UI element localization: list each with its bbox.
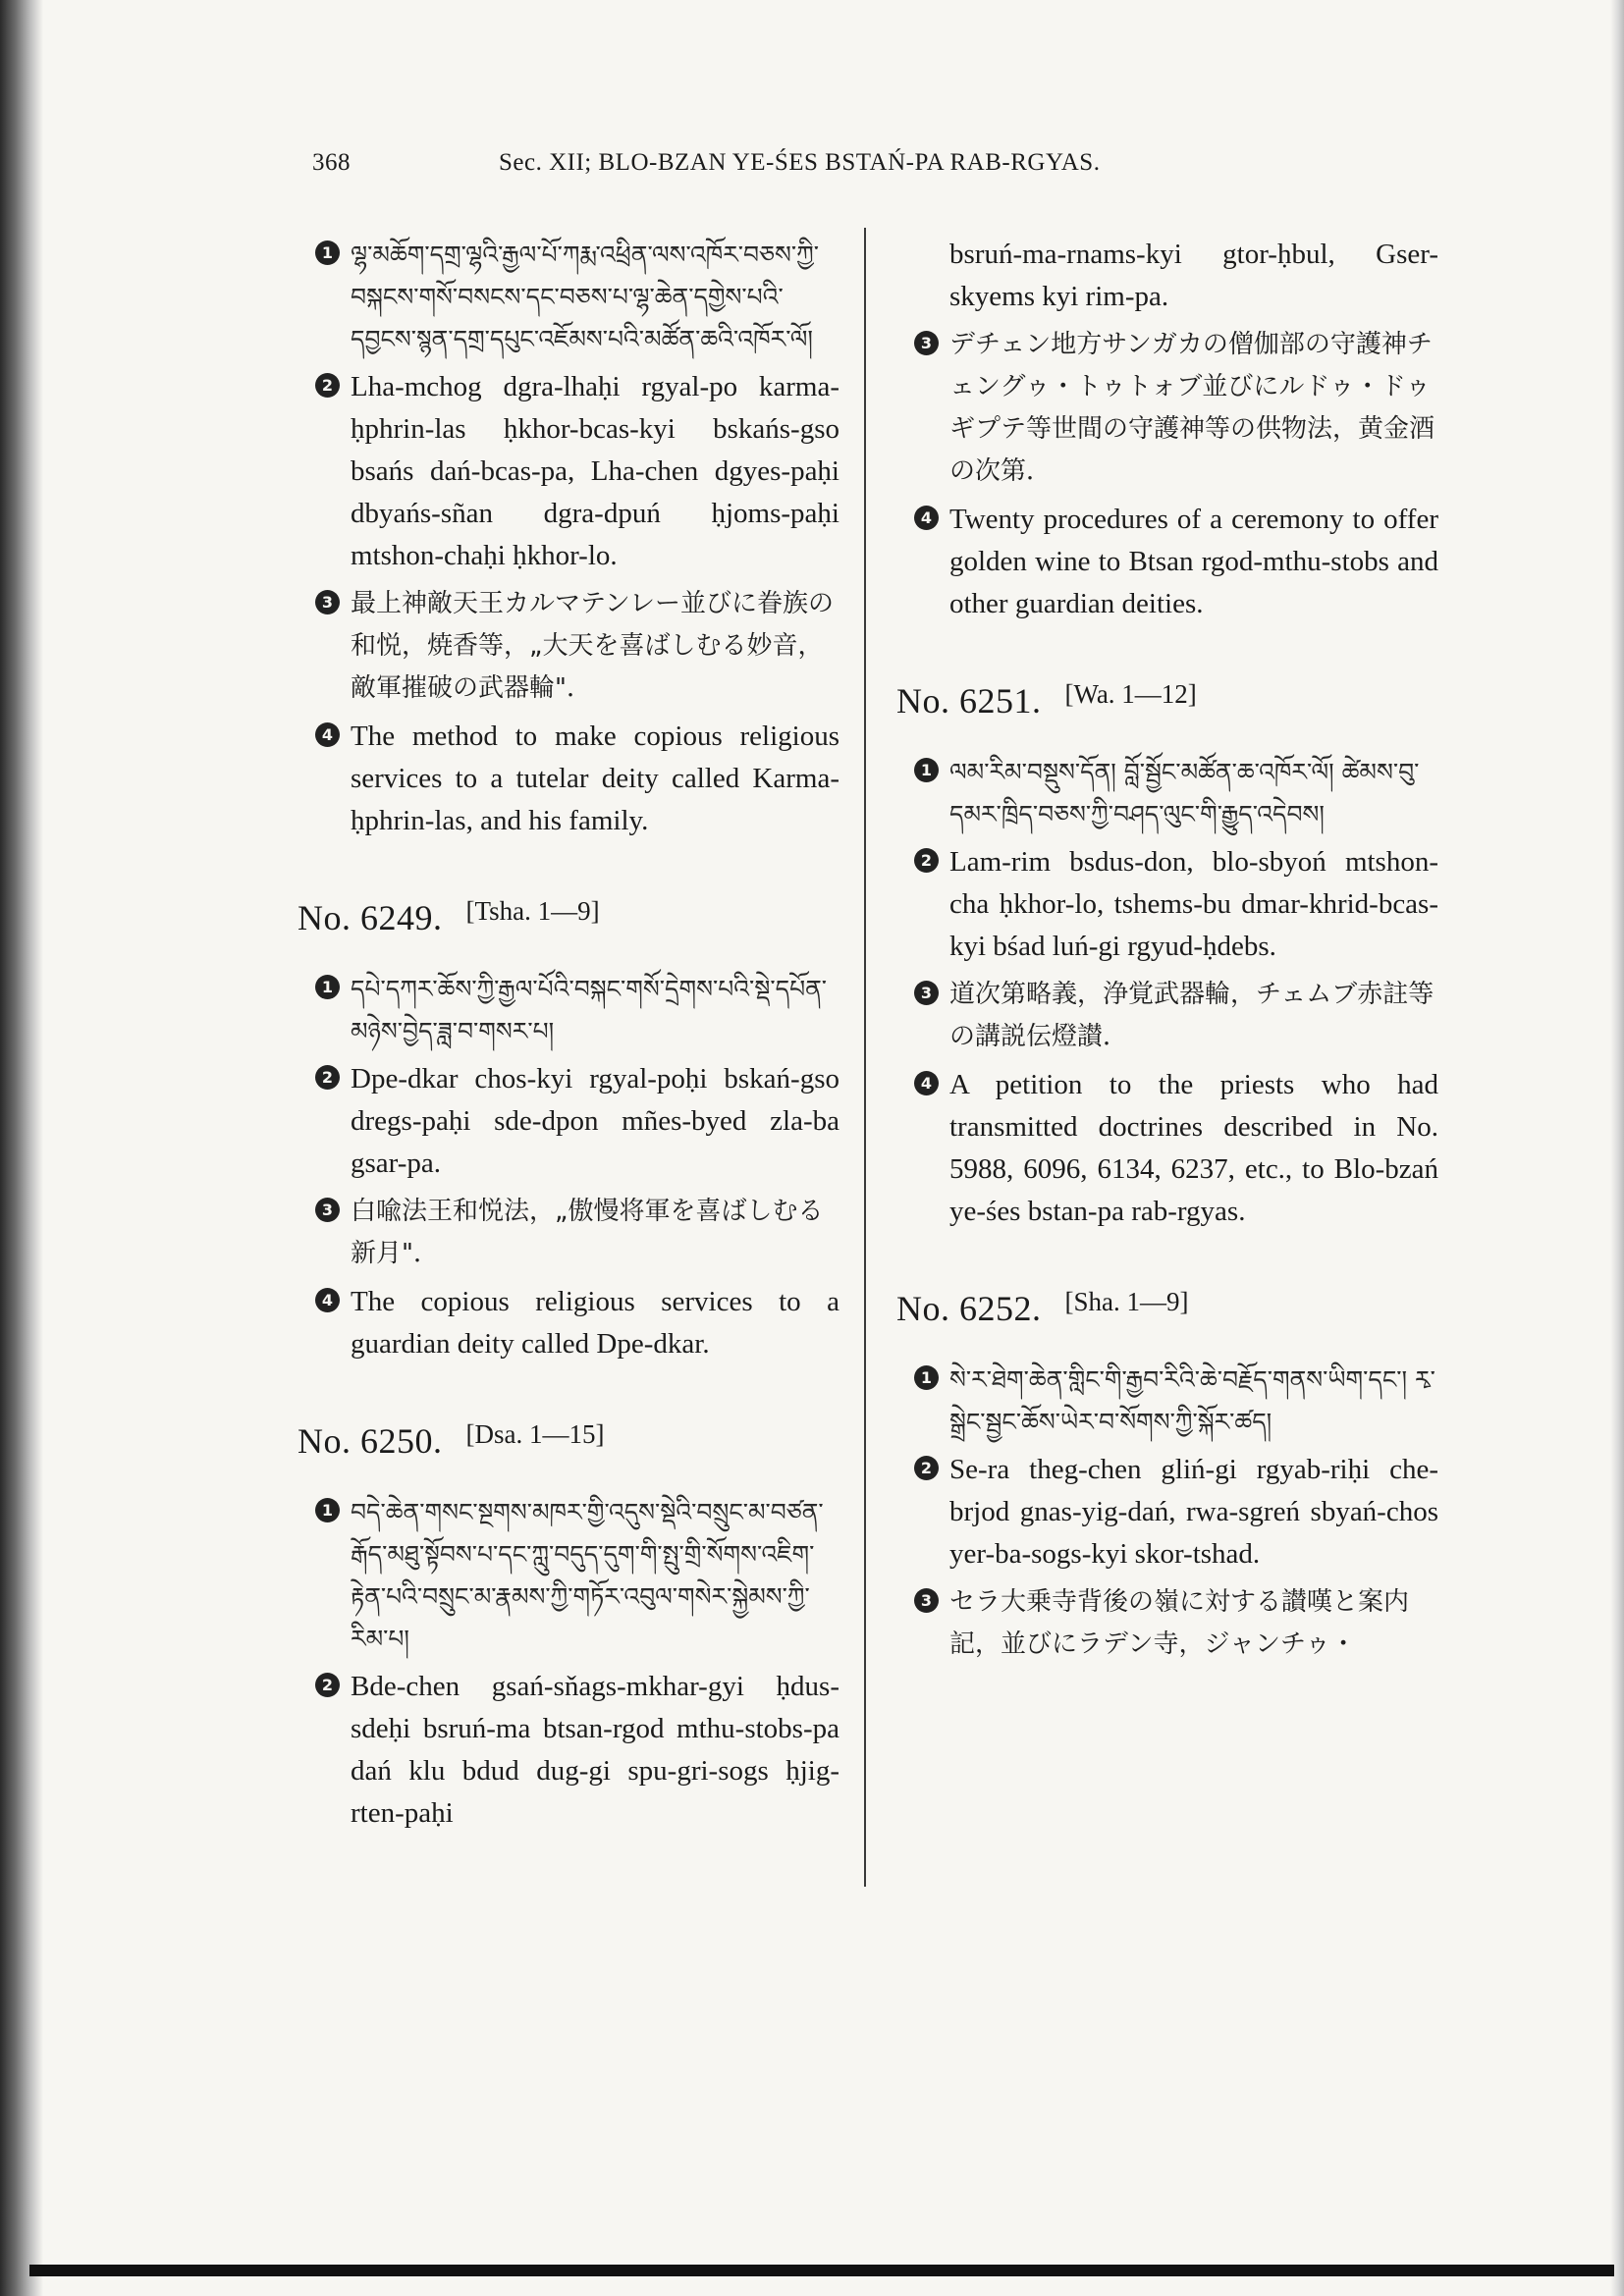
marker-3: 3	[914, 981, 939, 1005]
marker-4: 4	[315, 1288, 340, 1312]
folio-reference: [Dsa. 1—15]	[465, 1419, 605, 1449]
romanized-title: Lha-mchog dgra-lhaḥi rgyal-po karma-ḥphrin-las ḥkhor-bcas-kyi bskańs-gso bsańs dań-bcas-pa, Lha-chen dgyes-paḥi dbyańs-sñan dgra-dpuń ḥjoms-paḥi mtshon-chaḥi ḥkhor-lo.	[351, 371, 839, 571]
entry-6250-romanized-part1	[290, 1666, 839, 1835]
right-column	[889, 234, 1438, 1672]
marker-2: 2	[315, 373, 340, 398]
marker-3: 3	[914, 1588, 939, 1613]
left-column	[290, 234, 839, 1841]
tibetan-title: བདེ་ཆེན་གསང་སྔགས་མཁར་གྱི་འདུས་སྡེའི་བསྲུང་མ་བཙན་རྒོད་མཐུ་སྟོབས་པ་དང་ཀླུ་བདུད་དུག་གི་སྤུ་གྲི་སོགས་འཇིག་རྟེན་པའི་བསྲུང་མ་རྣམས་ཀྱི་གཏོར་འབུལ་གསེར་སྐྱེམས་ཀྱི་རིམ་པ།	[351, 1498, 824, 1653]
entry-number: No. 6251.	[896, 681, 1042, 721]
japanese-title: 最上神敵天王カルマテンレー並びに眷族の和悦，焼香等，„大天を喜ばしむる妙音，敵軍摧破の武器輪"．	[351, 589, 835, 703]
page-header	[312, 149, 1324, 188]
marker-3: 3	[315, 1198, 340, 1222]
column-divider	[864, 228, 866, 1887]
entry-6251-tibetan	[889, 751, 1438, 835]
entry-6248-japanese	[290, 583, 839, 710]
page-edge-shadow	[1610, 0, 1624, 2296]
japanese-title: 道次第略義，浄覚武器輪，チェムブ赤註等の講説伝燈讃．	[949, 980, 1435, 1051]
romanized-title-continued: bsruń-ma-rnams-kyi gtor-ḥbul, Gser-skyems kyi rim-pa.	[949, 239, 1438, 312]
marker-1: 1	[315, 1498, 340, 1522]
marker-4: 4	[914, 506, 939, 530]
tibetan-title: དཔེ་དཀར་ཆོས་ཀྱི་རྒྱལ་པོའི་བསྐང་གསོ་དྲེགས་པའི་སྡེ་དཔོན་མཉེས་བྱེད་ཟླ་བ་གསར་པ།	[351, 975, 828, 1045]
marker-2: 2	[315, 1673, 340, 1697]
japanese-title: デチェン地方サンガカの僧伽部の守護神チェングゥ・トゥトォブ並びにルドゥ・ドゥギプテ等世間の守護神等の供物法，黄金酒の次第．	[949, 330, 1435, 486]
marker-2: 2	[914, 848, 939, 873]
tibetan-title: ལམ་རིམ་བསྡུས་དོན། བློ་སྦྱོང་མཚོན་ཆ་འཁོར་ལོ། ཚེམས་བུ་དམར་ཁྲིད་བཅས་ཀྱི་བཤད་ལུང་གི་རྒྱུད་འདེབས།	[949, 758, 1420, 828]
romanized-title: Bde-chen gsań-sňags-mkhar-gyi ḥdus-sdeḥi bsruń-ma btsan-rgod mthu-stobs-pa dań klu bdud dug-gi spu-gri-sogs ḥjig-rten-paḥi	[351, 1671, 839, 1829]
entry-6249-tibetan	[290, 968, 839, 1052]
entry-6249-romanized	[290, 1058, 839, 1185]
marker-4: 4	[315, 722, 340, 747]
marker-3: 3	[914, 331, 939, 355]
romanized-title: Dpe-dkar chos-kyi rgyal-poḥi bskań-gso dregs-paḥi sde-dpon mñes-byed zla-ba gsar-pa.	[351, 1063, 839, 1179]
tibetan-title: སེ་ར་ཐེག་ཆེན་གླིང་གི་རྒྱབ་རིའི་ཆེ་བརྗོད་གནས་ཡིག་དང་། རྭ་སྒྲེང་སྦྱང་ཆོས་ཡེར་བ་སོགས་ཀྱི་སྐོར་ཚད།	[949, 1365, 1435, 1436]
marker-1: 1	[914, 758, 939, 782]
entry-6249-heading	[298, 897, 839, 938]
entry-6249-english	[290, 1281, 839, 1365]
folio-reference: [Sha. 1—9]	[1064, 1287, 1189, 1316]
entry-number: No. 6249.	[298, 898, 443, 937]
romanized-title: Se-ra theg-chen gliń-gi rgyab-riḥi che-brjod gnas-yig-dań, rwa-sgreń sbyań-chos yer-ba-sogs-kyi skor-tshad.	[949, 1454, 1438, 1570]
english-description: The copious religious services to a guardian deity called Dpe-dkar.	[351, 1286, 839, 1360]
entry-6251-english	[889, 1064, 1438, 1233]
entry-6248-tibetan	[290, 234, 839, 360]
entry-6250-english	[889, 499, 1438, 625]
romanized-title: Lam-rim bsdus-don, blo-sbyoń mtshon-cha ḥkhor-lo, tshems-bu dmar-khrid-bcas-kyi bśad luń-gi rgyud-ḥdebs.	[949, 846, 1438, 962]
marker-2: 2	[315, 1065, 340, 1090]
entry-6252-tibetan	[889, 1359, 1438, 1443]
entry-6248-english	[290, 716, 839, 842]
running-title: Sec. XII; BLO-BZAN YE-ŚES BSTAŃ-PA RAB-RGYAS.	[499, 149, 1101, 176]
scan-bottom-edge	[29, 2265, 1614, 2276]
entry-6250-japanese	[889, 324, 1438, 493]
folio-reference: [Tsha. 1—9]	[465, 896, 600, 926]
entry-6251-japanese	[889, 974, 1438, 1058]
folio-reference: [Wa. 1—12]	[1064, 679, 1197, 709]
entry-6250-heading	[298, 1420, 839, 1462]
marker-4: 4	[914, 1071, 939, 1095]
book-spine-shadow	[0, 0, 43, 2296]
marker-2: 2	[914, 1456, 939, 1480]
entry-6249-japanese	[290, 1191, 839, 1275]
entry-6252-romanized	[889, 1449, 1438, 1575]
japanese-title: セラ大乗寺背後の嶺に対する讃嘆と案内記，並びにラデン寺，ジャンチゥ・	[949, 1587, 1410, 1659]
entry-6251-heading	[896, 680, 1438, 721]
entry-6251-romanized	[889, 841, 1438, 968]
entry-number: No. 6252.	[896, 1289, 1042, 1328]
english-description: The method to make copious religious services to a tutelar deity called Karma-ḥphrin-las, and his family.	[351, 721, 839, 836]
entry-6250-romanized-part2	[889, 234, 1438, 318]
entry-6252-heading	[896, 1288, 1438, 1329]
japanese-title: 白喩法王和悦法，„傲慢将軍を喜ばしむる新月"．	[351, 1197, 824, 1268]
english-description: A petition to the priests who had transmitted doctrines described in No. 5988, 6096, 6134, 6237, etc., to Blo-bzań ye-śes bstan-pa rab-rgyas.	[949, 1069, 1438, 1227]
marker-3: 3	[315, 590, 340, 614]
tibetan-title: ལྷ་མཆོག་དགྲ་ལྷའི་རྒྱལ་པོ་ཀརྨ་འཕྲིན་ལས་འཁོར་བཅས་ཀྱི་བསྐངས་གསོ་བསངས་དང་བཅས་པ་ལྷ་ཆེན་དགྱེས་པའི་དབྱངས་སྙན་དགྲ་དཔུང་འཇོམས་པའི་མཚོན་ཆའི་འཁོར་ལོ།	[351, 240, 819, 353]
marker-1: 1	[914, 1365, 939, 1390]
marker-1: 1	[315, 240, 340, 265]
entry-6252-japanese	[889, 1581, 1438, 1666]
marker-1: 1	[315, 975, 340, 999]
entry-number: No. 6250.	[298, 1421, 443, 1461]
page-number: 368	[312, 149, 351, 176]
entry-6250-tibetan	[290, 1491, 839, 1660]
entry-6248-romanized	[290, 366, 839, 577]
english-description: Twenty procedures of a ceremony to offer golden wine to Btsan rgod-mthu-stobs and other guardian deities.	[949, 504, 1438, 619]
